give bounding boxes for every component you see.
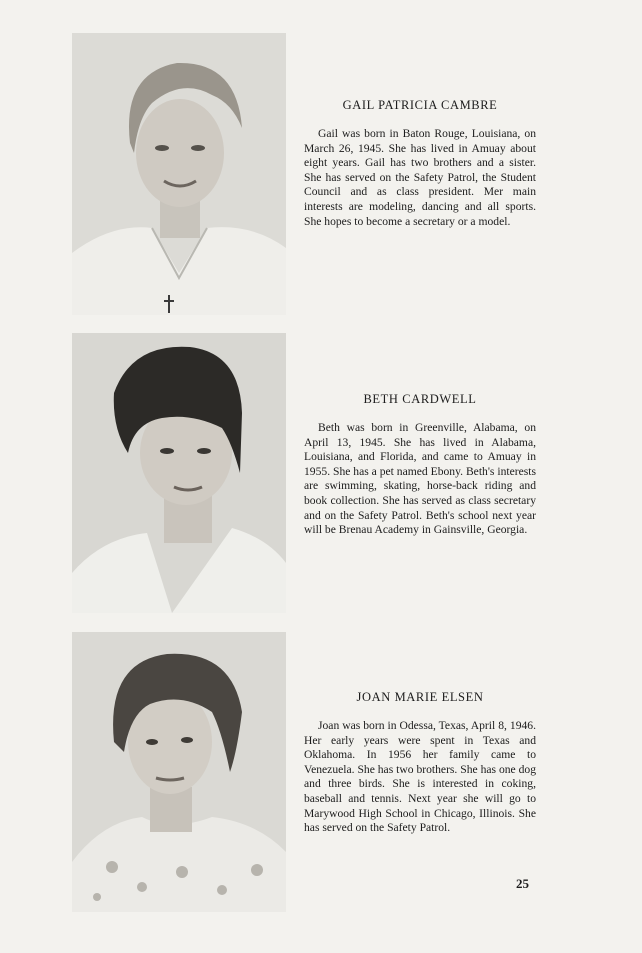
portrait-image-joan xyxy=(72,632,286,912)
student-bio: Gail was born in Baton Rouge, Louisiana, on March 26, 1945. She has lived in Amuay about eight years. Gail has two brothers and a sister. She has served on the Safety Patrol, the Student Council and as class president. Mer main interests are modeling, dancing and all sports. She hopes to become a secretary or a model. xyxy=(304,127,536,228)
portrait-photo-gail xyxy=(72,33,286,315)
portrait-image-beth xyxy=(72,333,286,613)
portrait-photo-joan xyxy=(72,632,286,912)
student-name: JOAN MARIE ELSEN xyxy=(356,690,484,704)
student-name: BETH CARDWELL xyxy=(363,392,477,406)
student-bio: Joan was born in Odessa, Texas, April 8, 1946. Her early years were spent in Texas and Oklahoma. In 1956 her family came to Venezuela. She has two brothers. She has one dog and three birds. She is interested in coking, baseball and tennis. Next year she will go to Marywood High School in Chicago, Illinois. She has served on the Safety Patrol. xyxy=(304,719,536,835)
portrait-image-gail xyxy=(72,33,286,315)
portrait-photo-beth xyxy=(72,333,286,613)
student-bio: Beth was born in Greenville, Alabama, on April 13, 1945. She has lived in Alabama, Louisiana, and Florida, and came to Amuay in 1955. She has a pet named Ebony. Beth's interests are swimming, skating, horse-back riding and book collection. She has served as class secretary and on the Safety Patrol. Beth's school next year will be Brenau Academy in Gainsville, Georgia. xyxy=(304,421,536,537)
page-number: 25 xyxy=(516,876,529,891)
entry-beth xyxy=(304,392,536,538)
student-name: GAIL PATRICIA CAMBRE xyxy=(342,98,498,112)
entry-gail xyxy=(304,98,536,229)
entry-joan xyxy=(304,690,536,836)
